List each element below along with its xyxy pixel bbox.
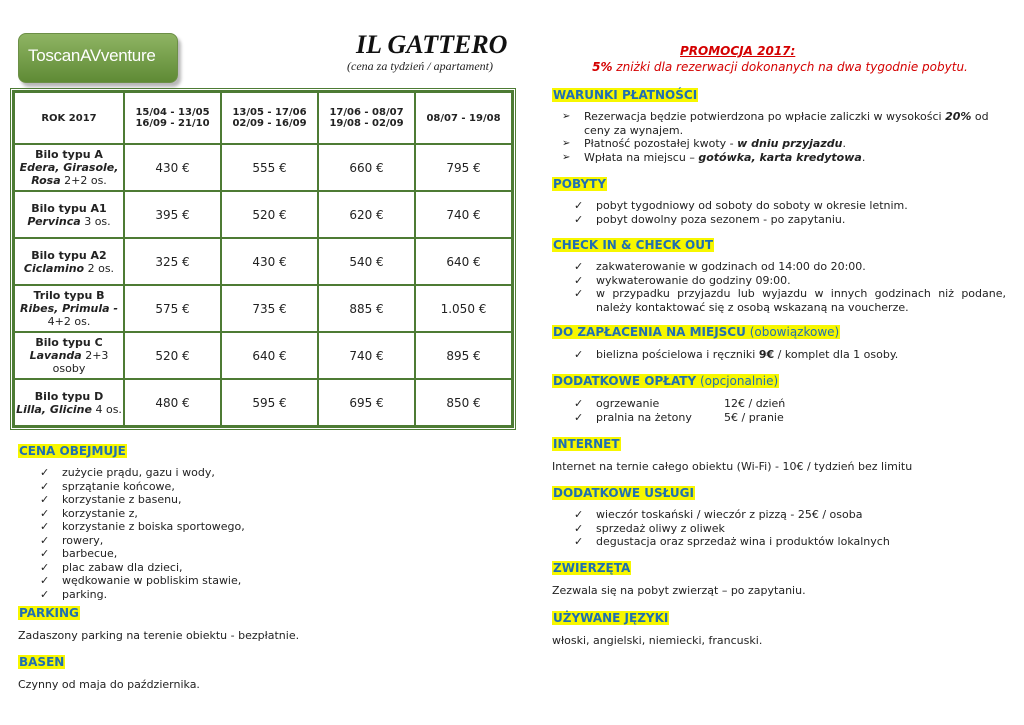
table-row (14, 379, 512, 426)
list-item: ✓ wieczór toskański / wieczór z pizzą - 25€ / osoba (574, 508, 863, 521)
period-header: 13/05 - 17/06 02/09 - 16/09 (221, 92, 318, 144)
checkmark-icon: ✓ (574, 287, 584, 300)
list-item: ✓ parking. (40, 587, 108, 601)
list-item: ✓ bielizna pościelowa i ręczniki 9€ / komplet dla 1 osoby. (574, 348, 899, 361)
checkmark-icon: ✓ (574, 212, 584, 226)
uslugi-list (574, 508, 1004, 549)
price-cell: 555 € (221, 144, 318, 191)
list-item: ✓ sprzątanie końcowe, (40, 479, 175, 493)
table-row (14, 285, 512, 332)
checkmark-icon: ✓ (40, 493, 50, 506)
basen-section-title: BASEN (19, 655, 65, 669)
price-cell: 660 € (318, 144, 415, 191)
price-cell: 640 € (415, 238, 512, 285)
price-cell: 885 € (318, 285, 415, 332)
table-row (14, 191, 512, 238)
oplaty-list (574, 397, 1004, 424)
parking-text: Zadaszony parking na terenie obiektu - bezpłatnie. (18, 629, 300, 642)
list-item: ✓ korzystanie z basenu, (40, 493, 182, 506)
table-row (14, 332, 512, 379)
apartment-name: Bilo typu D Lilla, Glicine 4 os. (14, 379, 124, 426)
price-table (10, 88, 516, 430)
period-header: 15/04 - 13/05 16/09 - 21/10 (124, 92, 221, 144)
price-cell: 620 € (318, 191, 415, 238)
checkmark-icon: ✓ (40, 479, 50, 493)
list-item: ✓ wykwaterowanie do godziny 09:00. (574, 273, 791, 287)
list-item: ✓ korzystanie z boiska sportowego, (40, 520, 245, 533)
warunki-section-title: WARUNKI PŁATNOŚCI (553, 88, 698, 102)
price-cell: 325 € (124, 238, 221, 285)
dozaplaty-list (574, 348, 1004, 362)
checkmark-icon: ✓ (40, 547, 50, 560)
logo-text: ToscanAVventure (28, 46, 156, 65)
price-cell: 795 € (415, 144, 512, 191)
list-item: ✓ pralnia na żetony 5€ / pranie (574, 410, 784, 424)
period-header: 17/06 - 08/07 19/08 - 02/09 (318, 92, 415, 144)
checkin-section-title: CHECK IN & CHECK OUT (553, 238, 714, 252)
apartment-name: Trilo typu B Ribes, Primula - 4+2 os. (14, 285, 124, 332)
checkmark-icon: ✓ (574, 535, 584, 548)
price-cell: 740 € (318, 332, 415, 379)
price-cell: 735 € (221, 285, 318, 332)
cena-list (40, 466, 480, 601)
period-header: 08/07 - 19/08 (415, 92, 512, 144)
list-item: ✓ sprzedaż oliwy z oliwek (574, 521, 725, 535)
checkmark-icon: ✓ (574, 521, 584, 535)
apartment-name: Bilo typu C Lavanda 2+3 osoby (14, 332, 124, 379)
pobyty-section-title: POBYTY (553, 177, 607, 191)
promo-percent: 5% (592, 60, 613, 74)
checkmark-icon: ✓ (574, 273, 584, 287)
list-item: ✓ barbecue, (40, 547, 118, 560)
price-cell: 850 € (415, 379, 512, 426)
table-row (14, 144, 512, 191)
checkin-list (574, 260, 1006, 314)
table-header-row (14, 92, 512, 144)
list-item: ✓ rowery, (40, 533, 104, 547)
page-title: IL GATTERO (356, 30, 508, 59)
apartment-name: Bilo typu A2 Ciclamino 2 os. (14, 238, 124, 285)
list-item: ✓ wędkowanie w pobliskim stawie, (40, 574, 242, 587)
price-cell: 1.050 € (415, 285, 512, 332)
list-item: ✓ plac zabaw dla dzieci, (40, 560, 183, 574)
checkmark-icon: ✓ (574, 260, 584, 273)
price-cell: 575 € (124, 285, 221, 332)
list-item: ➢ Wpłata na miejscu – gotówka, karta kredytowa. (562, 150, 866, 164)
internet-text: Internet na ternie całego obiektu (Wi-Fi) - 10€ / tydzień bez limitu (552, 460, 913, 473)
price-cell: 895 € (415, 332, 512, 379)
cena-section-title: CENA OBEJMUJE (19, 444, 126, 458)
checkmark-icon: ✓ (40, 520, 50, 533)
basen-text: Czynny od maja do października. (18, 678, 200, 691)
list-item: ✓ ogrzewanie 12€ / dzień (574, 397, 786, 410)
list-item: ✓ zużycie prądu, gazu i wody, (40, 466, 215, 479)
list-item: ✓ degustacja oraz sprzedaż wina i produktów lokalnych (574, 535, 890, 548)
table-row (14, 238, 512, 285)
list-item: ➢ Rezerwacja będzie potwierdzona po wpłacie zaliczki w wysokości 20% od ceny za wynajem. (562, 110, 989, 137)
price-cell: 430 € (124, 144, 221, 191)
dozaplaty-section-title: DO ZAPŁACENIA NA MIEJSCU (obowiązkowe) (553, 325, 840, 339)
price-cell: 695 € (318, 379, 415, 426)
checkmark-icon: ✓ (40, 587, 50, 601)
internet-section-title: INTERNET (553, 437, 620, 451)
price-cell: 640 € (221, 332, 318, 379)
jezyki-text: włoski, angielski, niemiecki, francuski. (552, 634, 763, 647)
apartment-name: Bilo typu A1 Pervinca 3 os. (14, 191, 124, 238)
promo-description: zniżki dla rezerwacji dokonanych na dwa tygodnie pobytu. (612, 60, 968, 74)
price-cell: 480 € (124, 379, 221, 426)
checkmark-icon: ✓ (40, 574, 50, 587)
price-cell: 520 € (124, 332, 221, 379)
checkmark-icon: ✓ (574, 508, 584, 521)
price-cell: 595 € (221, 379, 318, 426)
list-item: ✓ w przypadku przyjazdu lub wyjazdu w innych godzinach niż podane, należy kontaktować się z osobą wskazaną na voucherze. (574, 287, 1006, 314)
price-cell: 430 € (221, 238, 318, 285)
list-item: ✓ zakwaterowanie w godzinach od 14:00 do 20:00. (574, 260, 866, 273)
checkmark-icon: ✓ (40, 533, 50, 547)
list-item: ✓ korzystanie z, (40, 506, 138, 520)
checkmark-icon: ✓ (40, 560, 50, 574)
price-cell: 520 € (221, 191, 318, 238)
price-cell: 540 € (318, 238, 415, 285)
checkmark-icon: ✓ (40, 466, 50, 479)
list-item: ✓ pobyt tygodniowy od soboty do soboty w okresie letnim. (574, 199, 908, 212)
year-header: ROK 2017 (14, 92, 124, 144)
promo-text (560, 60, 1000, 74)
promo-title: PROMOCJA 2017: (680, 44, 796, 58)
page-subtitle: (cena za tydzień / apartament) (347, 59, 493, 73)
logo (18, 33, 178, 83)
warunki-list (562, 110, 1002, 164)
pobyty-list (574, 199, 1004, 226)
list-item: ✓ pobyt dowolny poza sezonem - po zapytaniu. (574, 212, 846, 226)
checkmark-icon: ✓ (40, 506, 50, 520)
zwierzeta-text: Zezwala się na pobyt zwierząt – po zapytaniu. (552, 584, 806, 597)
price-cell: 395 € (124, 191, 221, 238)
jezyki-section-title: UŻYWANE JĘZYKI (553, 611, 669, 625)
price-cell: 740 € (415, 191, 512, 238)
checkmark-icon: ✓ (574, 199, 584, 212)
apartment-name: Bilo typu A Edera, Girasole, Rosa 2+2 os. (14, 144, 124, 191)
list-item: ➢ Płatność pozostałej kwoty - w dniu przyjazdu. (562, 137, 846, 150)
uslugi-section-title: DODATKOWE USŁUGI (553, 486, 694, 500)
parking-section-title: PARKING (19, 606, 79, 620)
zwierzeta-section-title: ZWIERZĘTA (553, 561, 631, 575)
oplaty-section-title: DODATKOWE OPŁATY (opcjonalnie) (553, 374, 779, 388)
